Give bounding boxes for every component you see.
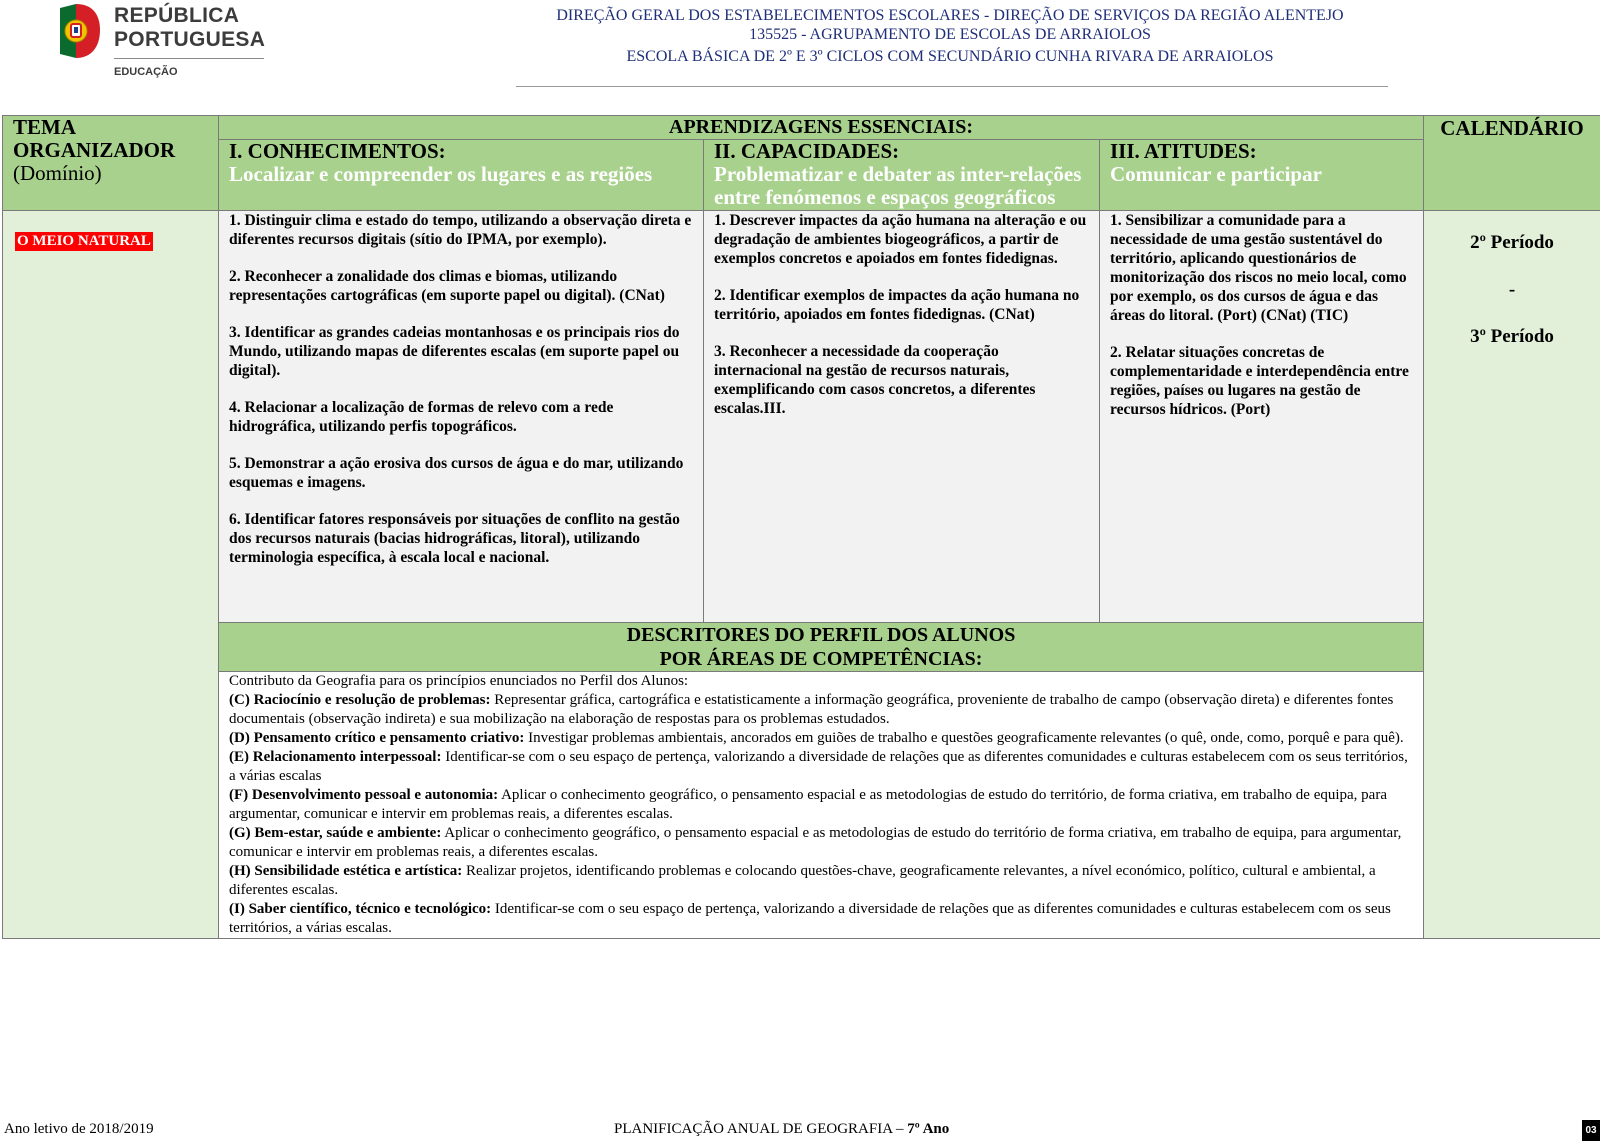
descritor-item <box>229 786 1413 824</box>
conhecimento-item: 4. Relacionar a localização de formas de relevo com a rede hidrográfica, utilizando perfis topográficos. <box>229 399 614 435</box>
descritores-intro: Contributo da Geografia para os princípios enunciados no Perfil dos Alunos: <box>229 673 689 689</box>
footer-school-year: Ano letivo de 2018/2019 <box>4 1121 154 1137</box>
conhecimento-item: 5. Demonstrar a ação erosiva dos cursos de água e do mar, utilizando esquemas e imagens. <box>229 455 684 491</box>
atitudes-subtitle: Comunicar e participar <box>1110 162 1322 186</box>
footer-document-title <box>614 1121 949 1138</box>
descritor-label: (G) Bem-estar, saúde e ambiente: <box>229 825 442 841</box>
descritor-item <box>229 900 1413 938</box>
descritor-label: (E) Relacionamento interpessoal: <box>229 749 442 765</box>
capacidades-header <box>704 140 1100 211</box>
capacidade-item: 2. Identificar exemplos de impactes da ação humana no território, apoiados em fontes fidedignas. (CNat) <box>714 287 1080 323</box>
conhecimento-item: 1. Distinguir clima e estado do tempo, utilizando a observação direta e diferentes recursos digitais (sítio do IPMA, por exemplo). <box>229 212 692 248</box>
descritor-item <box>229 862 1413 900</box>
conhecimento-item: 3. Identificar as grandes cadeias montanhosas e os principais rios do Mundo, utilizando mapas de diferentes escalas (em suporte papel ou digital). <box>229 324 680 379</box>
capacidades-title: II. CAPACIDADES: <box>714 139 900 163</box>
descritor-text: Identificar-se com o seu espaço de pertença, valorizando a diversidade de relações que as diferentes comunidades e culturas estabelecem com os seus territórios, a várias escalas. <box>229 901 1391 936</box>
descritores-cell <box>219 672 1424 939</box>
republica-portuguesa-logo <box>58 2 278 84</box>
conhecimentos-subtitle: Localizar e compreender os lugares e as regiões <box>229 162 653 186</box>
capacidades-cell <box>704 211 1100 623</box>
aprendizagens-essenciais-title: APRENDIZAGENS ESSENCIAIS: <box>219 116 1424 140</box>
portugal-emblem-icon <box>58 2 102 60</box>
calendario-cell <box>1424 211 1600 939</box>
dominio-label: (Domínio) <box>13 161 102 185</box>
tema-organizador-header <box>3 116 219 211</box>
calendario-start: 2º Período <box>1470 232 1554 253</box>
dominio-cell <box>3 211 219 939</box>
footer-grade: 7º Ano <box>907 1121 950 1137</box>
capacidades-subtitle: Problematizar e debater as inter-relações entre fenómenos e espaços geográficos <box>714 162 1082 209</box>
conhecimentos-header <box>219 140 704 211</box>
descritor-item <box>229 824 1413 862</box>
header-line-2: 135525 - AGRUPAMENTO DE ESCOLAS DE ARRAIOLOS <box>749 26 1151 43</box>
dominio-badge: O MEIO NATURAL <box>17 233 151 249</box>
descritor-label: (H) Sensibilidade estética e artística: <box>229 863 463 879</box>
header-line-1: DIREÇÃO GERAL DOS ESTABELECIMENTOS ESCOLARES - DIREÇÃO DE SERVIÇOS DA REGIÃO ALENTEJO <box>556 7 1344 24</box>
descritor-label: (C) Raciocínio e resolução de problemas: <box>229 692 491 708</box>
descritor-text: Representar gráfica, cartográfica e estatisticamente a informação geográfica, proveniente de trabalho de campo (observação direta) e diferentes fontes documentais (observação indireta) e sua mobilização na elaboração de respostas para os problemas estudados. <box>229 692 1394 727</box>
page-number-badge: 03 <box>1582 1120 1600 1141</box>
conhecimento-item: 6. Identificar fatores responsáveis por situações de conflito na gestão dos recursos naturais (bacias hidrográficas, litoral), utilizando terminologia específica, à escala local e nacional. <box>229 511 680 566</box>
descritor-item <box>229 691 1413 729</box>
header-line-3: ESCOLA BÁSICA DE 2º E 3º CICLOS COM SECUNDÁRIO CUNHA RIVARA DE ARRAIOLOS <box>626 48 1274 65</box>
capacidade-item: 3. Reconhecer a necessidade da cooperação internacional na gestão de recursos naturais, exemplificando com casos concretos, a diferentes escalas.III. <box>714 343 1036 417</box>
atitude-item: 1. Sensibilizar a comunidade para a necessidade de uma gestão sustentável do território, aplicando questionários de monitorização dos riscos no meio local, como por exemplo, os dos cursos de água e das áreas do litoral. (Port) (CNat) (TIC) <box>1110 212 1407 324</box>
conhecimento-item: 2. Reconhecer a zonalidade dos climas e biomas, utilizando representações cartográficas (em suporte papel ou digital). (CNat) <box>229 268 665 304</box>
logo-text-line1: REPÚBLICA <box>114 4 240 27</box>
descritor-text: Investigar problemas ambientais, ancorados em guiões de trabalho e questões geograficamente relevantes (o quê, onde, como, porquê e para quê). <box>524 730 1404 746</box>
descritor-label: (F) Desenvolvimento pessoal e autonomia: <box>229 787 499 803</box>
organizador-label: ORGANIZADOR <box>13 138 176 162</box>
calendario-title: CALENDÁRIO <box>1424 116 1600 211</box>
descritor-item <box>229 748 1413 786</box>
footer-title-text: PLANIFICAÇÃO ANUAL DE GEOGRAFIA – <box>614 1121 908 1137</box>
descritores-title <box>219 623 1424 672</box>
calendario-end: 3º Período <box>1470 326 1554 347</box>
descritor-text: Aplicar o conhecimento geográfico, o pensamento espacial e as metodologias de estudo do território de forma criativa, em trabalho de equipa, para argumentar, comunicar e intervir em problemas reais, a diferentes escalas. <box>229 825 1402 860</box>
descritor-label: (D) Pensamento crítico e pensamento criativo: <box>229 730 525 746</box>
atitudes-title: III. ATITUDES: <box>1110 139 1257 163</box>
tema-label: TEMA <box>13 115 76 139</box>
atitudes-cell <box>1100 211 1424 623</box>
descritores-title-line2: POR ÁREAS DE COMPETÊNCIAS: <box>659 648 983 670</box>
planning-table <box>2 115 1600 939</box>
atitudes-header <box>1100 140 1424 211</box>
atitude-item: 2. Relatar situações concretas de complementaridade e interdependência entre regiões, países ou lugares na gestão de recursos hídricos. (Port) <box>1110 344 1409 418</box>
capacidade-item: 1. Descrever impactes da ação humana na alteração e ou degradação de ambientes biogeográficos, a partir de exemplos concretos e apoiados em fontes fidedignas. <box>714 212 1087 267</box>
descritor-text: Realizar projetos, identificando problemas e colocando questões-chave, geograficamente relevantes, a nível económico, político, cultural e ambiental, a diferentes escalas. <box>229 863 1376 898</box>
descritor-text: Identificar-se com o seu espaço de pertença, valorizando a diversidade de relações que as diferentes comunidades e culturas estabelecem com os seus territórios, a várias escalas <box>229 749 1408 784</box>
conhecimentos-cell <box>219 211 704 623</box>
descritor-item <box>229 729 1413 748</box>
descritor-text: Aplicar o conhecimento geográfico, o pensamento espacial e as metodologias de estudo do território, de forma criativa, em trabalho de equipa, para argumentar, comunicar e intervir em problemas reais, a diferentes escalas. <box>229 787 1387 822</box>
conhecimentos-title: I. CONHECIMENTOS: <box>229 139 446 163</box>
descritor-label: (I) Saber científico, técnico e tecnológico: <box>229 901 492 917</box>
logo-text-line2: PORTUGUESA <box>114 28 266 51</box>
logo-divider <box>114 58 264 59</box>
descritores-title-line1: DESCRITORES DO PERFIL DOS ALUNOS <box>626 624 1016 646</box>
logo-subtitle: EDUCAÇÃO <box>114 66 178 78</box>
header-divider <box>516 86 1388 87</box>
calendario-separator: - <box>1508 279 1516 300</box>
